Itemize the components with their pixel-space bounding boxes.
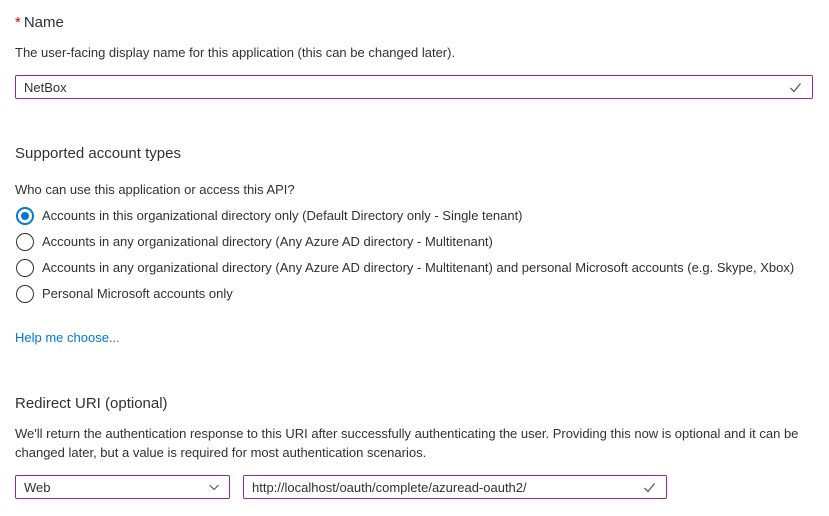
account-types-question: Who can use this application or access this API? bbox=[15, 182, 295, 197]
help-me-choose-link[interactable]: Help me choose... bbox=[15, 330, 120, 345]
radio-option-personal-only[interactable] bbox=[15, 281, 813, 307]
checkmark-icon bbox=[788, 80, 803, 95]
required-asterisk: * bbox=[15, 14, 21, 31]
redirect-uri-row bbox=[15, 475, 813, 499]
radio-option-single-tenant[interactable] bbox=[15, 203, 813, 229]
name-input[interactable] bbox=[16, 76, 788, 98]
redirect-uri-description: We'll return the authentication response to this URI after successfully authenticating the user. Providing this now is optional and it can be changed later, but a value is required for most authentication scenarios. bbox=[15, 426, 799, 460]
redirect-uri-input-box bbox=[243, 475, 667, 499]
redirect-uri-input[interactable] bbox=[244, 476, 642, 498]
radio-label: Personal Microsoft accounts only bbox=[42, 286, 233, 301]
radio-label: Accounts in this organizational directory only (Default Directory only - Single tenant) bbox=[42, 208, 523, 223]
radio-button[interactable] bbox=[16, 259, 34, 277]
radio-label: Accounts in any organizational directory (Any Azure AD directory - Multitenant) bbox=[42, 234, 493, 249]
radio-button[interactable] bbox=[16, 285, 34, 303]
checkmark-icon bbox=[642, 480, 657, 495]
name-description: The user-facing display name for this application (this can be changed later). bbox=[15, 45, 456, 60]
name-section-title bbox=[15, 12, 813, 33]
radio-label: Accounts in any organizational directory (Any Azure AD directory - Multitenant) and personal Microsoft accounts (e.g. Skype, Xbox) bbox=[42, 260, 795, 275]
platform-select[interactable] bbox=[15, 475, 230, 499]
radio-option-multitenant[interactable] bbox=[15, 229, 813, 255]
radio-option-multitenant-personal[interactable] bbox=[15, 255, 813, 281]
account-types-radio-group bbox=[15, 203, 813, 307]
name-title-text: Name bbox=[23, 14, 64, 31]
supported-account-types-title: Supported account types bbox=[15, 145, 181, 162]
platform-select-value: Web bbox=[24, 479, 51, 495]
name-input-box bbox=[15, 75, 813, 99]
chevron-down-icon bbox=[207, 480, 221, 494]
radio-dot bbox=[21, 212, 29, 220]
radio-button[interactable] bbox=[16, 233, 34, 251]
radio-button[interactable] bbox=[16, 207, 34, 225]
redirect-uri-title: Redirect URI (optional) bbox=[15, 395, 168, 412]
